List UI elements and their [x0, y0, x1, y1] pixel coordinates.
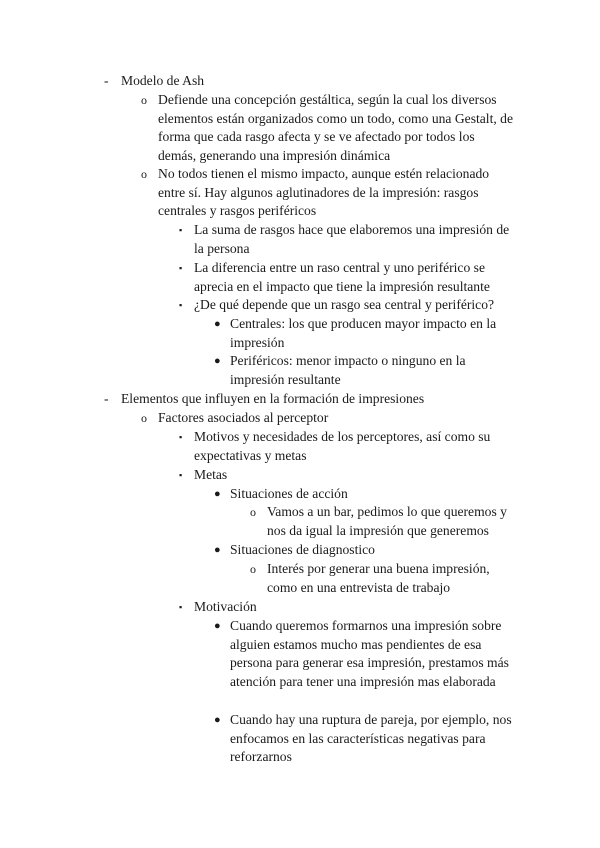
- list-item: [141, 165, 498, 221]
- list-item-text: Motivos y necesidades de los perceptores, así como su expectativas y metas: [194, 429, 491, 463]
- square-bullet-icon: ▪: [179, 225, 183, 235]
- square-bullet-icon: ▪: [179, 300, 183, 310]
- square-bullet-icon: ▪: [179, 602, 183, 612]
- list-item-text: Defiende una concepción gestáltica, según la cual los diversos elementos están organizados como un todo, como una Gestalt, de forma que cada rasgo afecta y se ve afectado por todos los demás, generando una impresión dinámica: [158, 92, 513, 163]
- list-item-text: Motivación: [194, 599, 257, 614]
- list-item-text: ¿De qué depende que un rasgo sea central y periférico?: [194, 297, 495, 312]
- list-item-text: Situaciones de acción: [230, 486, 348, 501]
- list-item: [141, 91, 514, 165]
- list-item-text: Periféricos: menor impacto o ninguno en la impresión resultante: [230, 353, 466, 387]
- circle-bullet-icon: o: [141, 411, 147, 425]
- square-bullet-icon: ▪: [179, 470, 183, 480]
- list-item: [179, 259, 512, 296]
- dot-bullet-icon: ●: [214, 355, 221, 367]
- list-item-text: La suma de rasgos hace que elaboremos una impresión de la persona: [194, 222, 510, 256]
- list-item: [250, 503, 517, 540]
- list-item: [214, 541, 510, 560]
- square-bullet-icon: ▪: [179, 263, 183, 273]
- circle-bullet-icon: o: [141, 167, 147, 181]
- dot-bullet-icon: ●: [214, 620, 221, 632]
- circle-bullet-icon: o: [250, 505, 256, 519]
- dash-bullet-icon: -: [104, 73, 109, 88]
- dash-bullet-icon: -: [104, 391, 109, 406]
- list-item: [214, 485, 510, 504]
- list-item-text: Elementos que influyen en la formación de impresiones: [121, 391, 425, 406]
- list-item-text: Factores asociados al perceptor: [158, 410, 329, 425]
- list-item: [179, 221, 512, 258]
- circle-bullet-icon: o: [250, 562, 256, 576]
- list-item: [179, 466, 494, 485]
- dot-bullet-icon: ●: [214, 714, 221, 726]
- list-item: [141, 409, 498, 428]
- dot-bullet-icon: ●: [214, 488, 221, 500]
- list-item-text: Centrales: los que producen mayor impacto en la impresión: [230, 316, 497, 350]
- circle-bullet-icon: o: [141, 93, 147, 107]
- list-item: [179, 428, 514, 465]
- list-item-text: Modelo de Ash: [121, 73, 205, 88]
- list-item-text: Cuando hay una ruptura de pareja, por ejemplo, nos enfocamos en las características negativas para reforzarnos: [230, 712, 512, 764]
- list-item: [104, 72, 521, 91]
- list-item: [214, 352, 500, 389]
- list-item-text: Cuando queremos formarnos una impresión sobre alguien estamos mucho mas pendientes de esa persona para generar esa impresión, prestamos más atención para tener una impresión mas elaborada: [230, 618, 509, 689]
- list-item: [179, 296, 524, 315]
- list-item-text: Situaciones de diagnostico: [230, 542, 375, 557]
- list-item-text: No todos tienen el mismo impacto, aunque estén relacionado entre sí. Hay algunos aglutinadores de la impresión: rasgos centrales y rasgos periféricos: [158, 166, 490, 218]
- list-item-text: Vamos a un bar, pedimos lo que queremos y nos da igual la impresión que generemos: [267, 504, 507, 538]
- list-item-text: Interés por generar una buena impresión, como en una entrevista de trabajo: [267, 561, 490, 595]
- list-item: [179, 598, 494, 617]
- list-item-text: Metas: [194, 467, 228, 482]
- list-item: [104, 390, 521, 409]
- dot-bullet-icon: ●: [214, 318, 221, 330]
- list-item: [214, 617, 518, 691]
- list-item: [214, 315, 515, 352]
- list-item: [214, 711, 515, 767]
- list-item: [250, 560, 507, 597]
- dot-bullet-icon: ●: [214, 544, 221, 556]
- list-item-text: La diferencia entre un raso central y uno periférico se aprecia en el impacto que tiene la impresión resultante: [194, 260, 490, 294]
- square-bullet-icon: ▪: [179, 432, 183, 442]
